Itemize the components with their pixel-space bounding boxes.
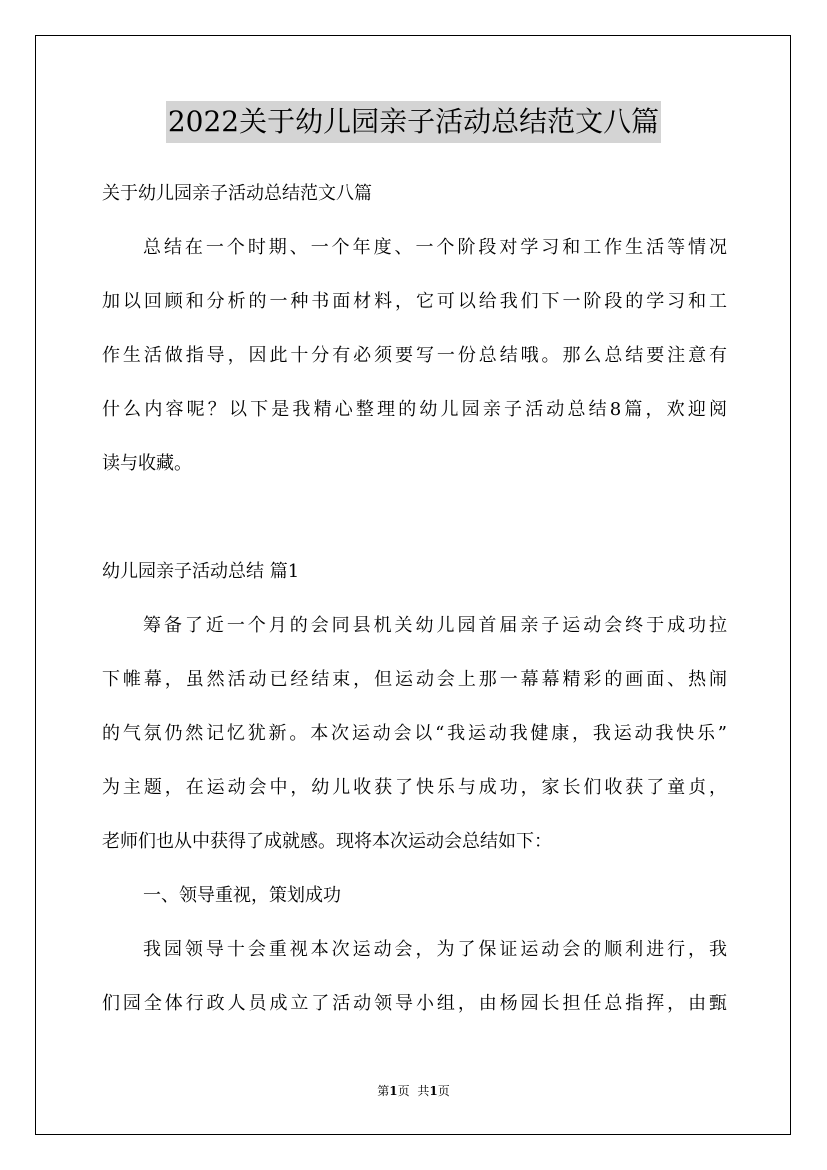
footer-page-total: 1 (429, 1084, 438, 1098)
para-line: 我园领导十会重视本次运动会，为了保证运动会的顺利进行，我 (143, 939, 727, 960)
intro-line: 加以回顾和分析的一种书面材料，它可以给我们下一阶段的学习和工 (102, 291, 727, 312)
footer-total-prefix: 共 (417, 1084, 430, 1098)
intro-line: 什么内容呢？以下是我精心整理的幼儿园亲子活动总结8篇，欢迎阅 (102, 399, 727, 420)
section-para-line: 的气氛仍然记忆犹新。本次运动会以“我运动我健康，我运动我快乐” (102, 723, 727, 744)
subheading: 一、领导重视，策划成功 (143, 885, 341, 906)
document-title: 2022关于幼儿园亲子活动总结范文八篇 (166, 101, 661, 143)
footer-page-prefix: 第 (377, 1084, 390, 1098)
page-footer (0, 1083, 827, 1099)
section-para-line: 为主题，在运动会中，幼儿收获了快乐与成功，家长们收获了童贞， (102, 777, 727, 798)
intro-line: 读与收藏。 (102, 453, 192, 474)
footer-page-suffix: 页 (397, 1084, 410, 1098)
title-wrap (0, 101, 827, 143)
section-para-line: 下帷幕，虽然活动已经结束，但运动会上那一幕幕精彩的画面、热闹 (102, 669, 727, 690)
section-para-line: 老师们也从中获得了成就感。现将本次运动会总结如下： (102, 831, 552, 852)
intro-line: 作生活做指导，因此十分有必须要写一份总结哦。那么总结要注意有 (102, 345, 727, 366)
para-line: 们园全体行政人员成立了活动领导小组，由杨园长担任总指挥，由甄 (102, 993, 727, 1014)
section-para-line: 筹备了近一个月的会同县机关幼儿园首届亲子运动会终于成功拉 (143, 615, 727, 636)
section-heading: 幼儿园亲子活动总结 篇1 (102, 561, 300, 582)
intro-line: 总结在一个时期、一个年度、一个阶段对学习和工作生活等情况 (143, 237, 727, 258)
footer-page-current: 1 (389, 1084, 398, 1098)
document-subtitle: 关于幼儿园亲子活动总结范文八篇 (102, 183, 372, 204)
footer-total-suffix: 页 (437, 1084, 450, 1098)
